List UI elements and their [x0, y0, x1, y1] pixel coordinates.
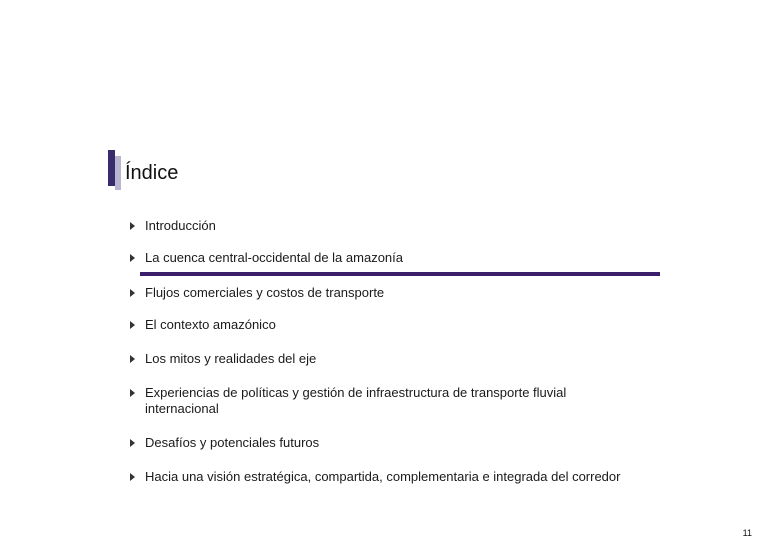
list-item-label: Experiencias de políticas y gestión de infraestructura de transporte fluvial internacional — [145, 385, 567, 416]
list-item — [130, 435, 630, 451]
list-item — [130, 285, 630, 301]
list-item-label: Flujos comerciales y costos de transporte — [145, 285, 385, 300]
list-item — [130, 469, 630, 485]
page-title: Índice — [125, 162, 179, 184]
section-divider — [140, 272, 660, 276]
list-item-label: El contexto amazónico — [145, 317, 276, 332]
triangle-right-bullet-icon — [130, 439, 135, 447]
triangle-right-bullet-icon — [130, 321, 135, 329]
list-item — [130, 250, 630, 266]
triangle-right-bullet-icon — [130, 473, 135, 481]
triangle-right-bullet-icon — [130, 289, 135, 297]
triangle-right-bullet-icon — [130, 222, 135, 230]
triangle-right-bullet-icon — [130, 389, 135, 397]
list-item-label: La cuenca central-occidental de la amazonía — [145, 250, 403, 265]
list-item — [130, 351, 630, 367]
list-item-label: Los mitos y realidades del eje — [145, 351, 317, 366]
list-item-label: Introducción — [145, 218, 216, 233]
list-item-label: Desafíos y potenciales futuros — [145, 435, 320, 450]
triangle-right-bullet-icon — [130, 254, 135, 262]
list-item — [130, 385, 630, 417]
title-accent-bar-light — [115, 156, 121, 190]
list-item — [130, 218, 630, 234]
list-item — [130, 317, 630, 333]
page-number: 11 — [742, 528, 752, 538]
title-accent-bar-dark — [108, 150, 115, 186]
list-item-label: Hacia una visión estratégica, compartida, complementaria e integrada del corredor — [145, 469, 621, 484]
triangle-right-bullet-icon — [130, 355, 135, 363]
